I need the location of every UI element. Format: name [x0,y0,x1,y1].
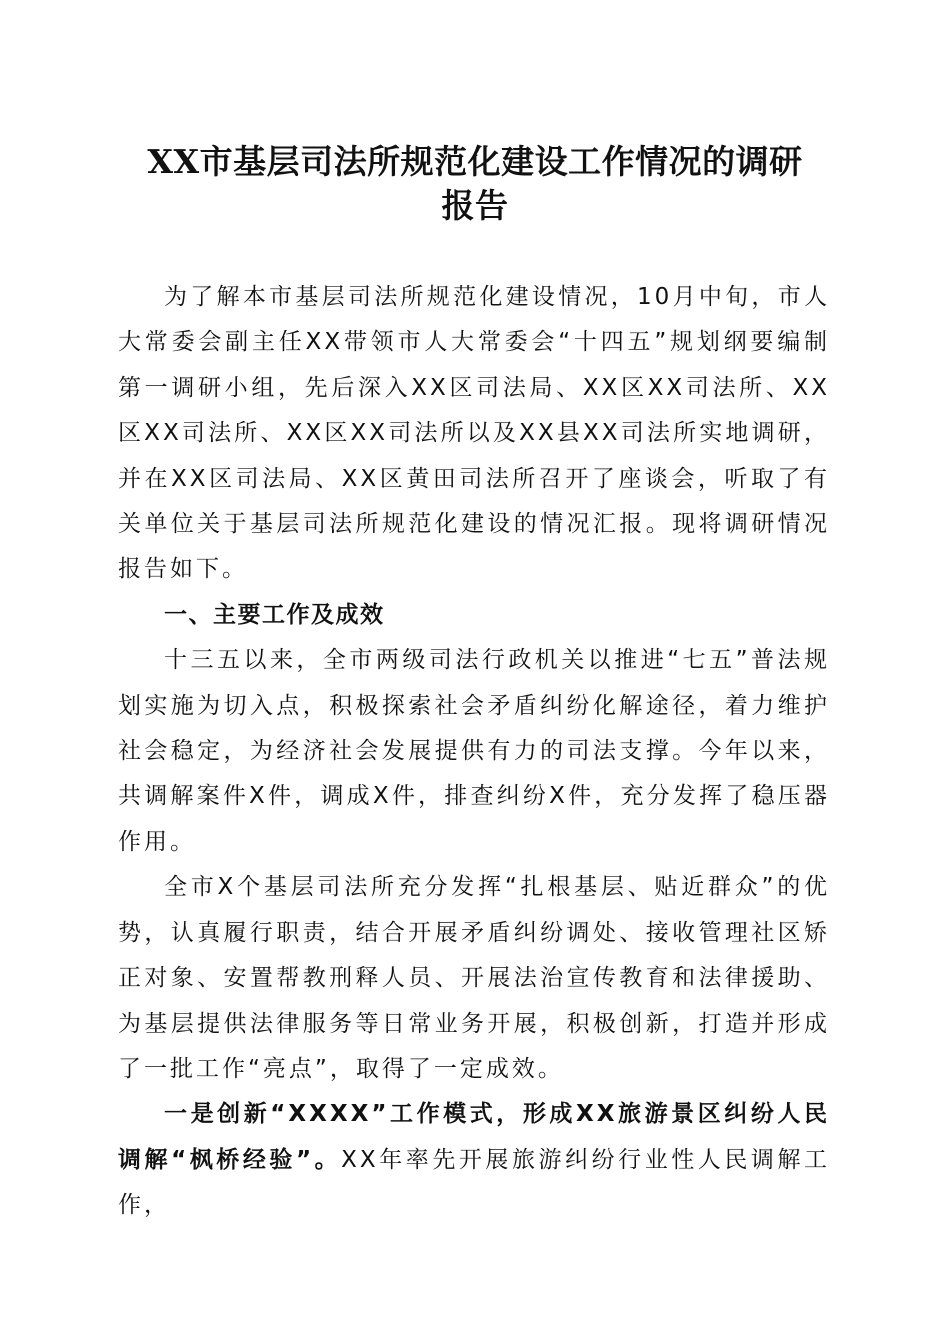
document-title-line-1: XX市基层司法所规范化建设工作情况的调研 [147,142,803,181]
intro-paragraph: 为了解本市基层司法所规范化建设情况，10月中旬，市人大常委会副主任XX带领市人大常委会“十四五”规划纲要编制第一调研小组，先后深入XX区司法局、XX区XX司法所、XX区XX司法所、XX区XX司法所以及XX县XX司法所实地调研，并在XX区司法局、XX区黄田司法所召开了座谈会，听取了有关单位关于基层司法所规范化建设的情况汇报。现将调研情况报告如下。 [118,284,830,583]
paragraph-innovation-model [118,1092,830,1228]
document-body [118,275,830,1229]
paragraph-grassroots-offices: 全市X个基层司法所充分发挥“扎根基层、贴近群众”的优势，认真履行职责，结合开展矛盾纠纷调处、接收管理社区矫正对象、安置帮教刑释人员、开展法治宣传教育和法律援助、为基层提供法律服务等日常业务开展，积极创新，打造并形成了一批工作“亮点”，取得了一定成效。 [118,874,830,1082]
document-title [100,140,850,228]
paragraph-innovation-text: XX年率先开展旅游纠纷行业性人民调解工作， [118,1146,831,1219]
section-heading-main-work: 一、主要工作及成效 [164,601,385,628]
paragraph-thirteenth-five-year: 十三五以来，全市两级司法行政机关以推进“七五”普法规划实施为切入点，积极探索社会矛盾纠纷化解途径，着力维护社会稳定，为经济社会发展提供有力的司法支撑。今年以来，共调解案件X件，调成X件，排查纠纷X件，充分发挥了稳压器作用。 [118,647,830,855]
paragraph-innovation-lead: 一是创新“XXXX”工作模式，形成XX旅游景区纠纷人民调解“枫桥经验”。 [118,1101,830,1173]
document-title-line-2: 报告 [441,186,509,225]
